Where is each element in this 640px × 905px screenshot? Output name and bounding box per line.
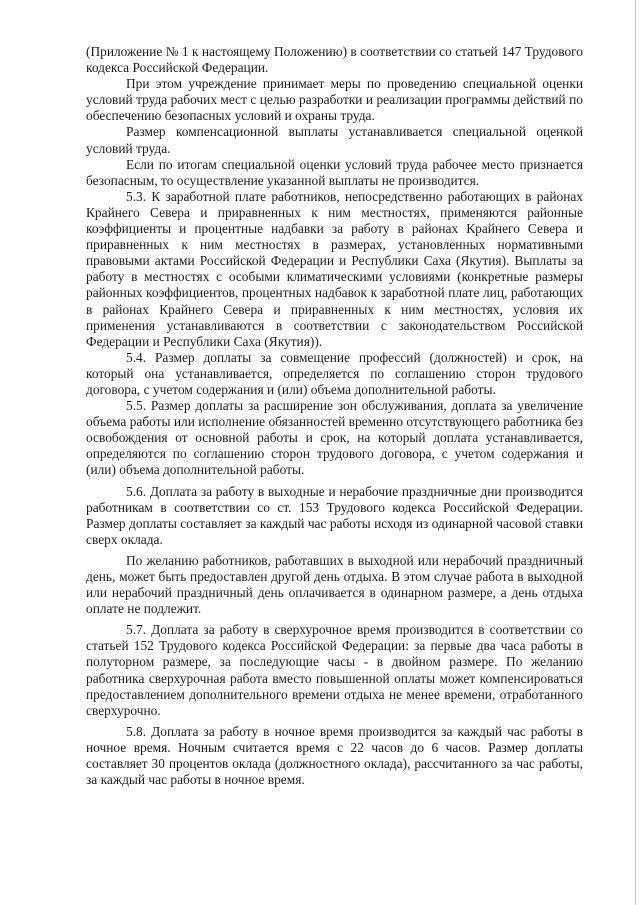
paragraph-section-5-6: 5.6. Доплата за работу в выходные и нерабочие праздничные дни производится работникам в соответствии со ст. 153 Трудового кодекса Российской Федерации. Размер доплаты составляет за каждый час работы исходя из одинарной часовой ставки сверх оклада.	[86, 483, 583, 547]
document-body	[86, 44, 583, 788]
paragraph-safe-workplace: Если по итогам специальной оценки условий труда рабочее место признается безопасным, то осуществление указанной выплаты не производится.	[86, 156, 583, 188]
paragraph-section-5-3: 5.3. К заработной плате работников, непосредственно работающих в районах Крайнего Севера и приравненных к ним местностях, применяются районные коэффициенты и процентные надбавки за работу в районах Крайнего Севера и приравненных к ним местностях в размерах, установленных нормативными правовыми актами Российской Федерации и Республики Саха (Якутия). Выплаты за работу в местностях с особыми климатическими условиями (конкретные размеры районных коэффициентов, процентных надбавок к заработной плате лиц, работающих в районах Крайнего Севера и приравненных к ним местностях, условия их применения устанавливаются в соответствии с законодательством Российской Федерации и Республики Саха (Якутия)).	[86, 188, 583, 349]
paragraph-section-5-7: 5.7. Доплата за работу в сверхурочное время производится в соответствии со статьей 152 Трудового кодекса Российской Федерации: за первые два часа работы в полуторном размере, за последующие часы - в двойном размере. По желанию работника сверхурочная работа вместо повышенной оплаты может компенсироваться предоставлением дополнительного времени отдыха не менее времени, отработанного сверхурочно.	[86, 622, 583, 718]
paragraph-section-5-4: 5.4. Размер доплаты за совмещение профессий (должностей) и срок, на который она устанавливается, определяется по соглашению сторон трудового договора, с учетом содержания и (или) объема дополнительной работы.	[86, 349, 583, 397]
paragraph-appendix-reference: (Приложение № 1 к настоящему Положению) в соответствии со статьей 147 Трудового кодекса Российской Федерации.	[86, 44, 583, 76]
paragraph-day-off-option: По желанию работников, работавших в выходной или нерабочий праздничный день, может быть предоставлен другой день отдыха. В этом случае работа в выходной или нерабочий праздничный день оплачивается в одинарном размере, а день отдыха оплате не подлежит.	[86, 552, 583, 617]
paragraph-section-5-8: 5.8. Доплата за работу в ночное время производится за каждый час работы в ночное время. Ночным считается время с 22 часов до 6 часов. Размер доплаты составляет 30 процентов оклада (должностного оклада), рассчитанного за час работы, за каждый час работы в ночное время.	[86, 723, 583, 788]
paragraph-compensation-size: Размер компенсационной выплаты устанавливается специальной оценкой условий труда.	[86, 124, 583, 156]
page-edge-line	[635, 0, 636, 905]
paragraph-special-assessment-measures: При этом учреждение принимает меры по проведению специальной оценки условий труда рабочих мест с целью разработки и реализации программы действий по обеспечению безопасных условий и охраны труда.	[86, 76, 583, 124]
paragraph-section-5-5: 5.5. Размер доплаты за расширение зон обслуживания, доплата за увеличение объема работы или исполнение обязанностей временно отсутствующего работника без освобождения от основной работы и срок, на который доплата устанавливается, определяются по соглашению сторон трудового договора, с учетом содержания и (или) объема дополнительной работы.	[86, 398, 583, 478]
